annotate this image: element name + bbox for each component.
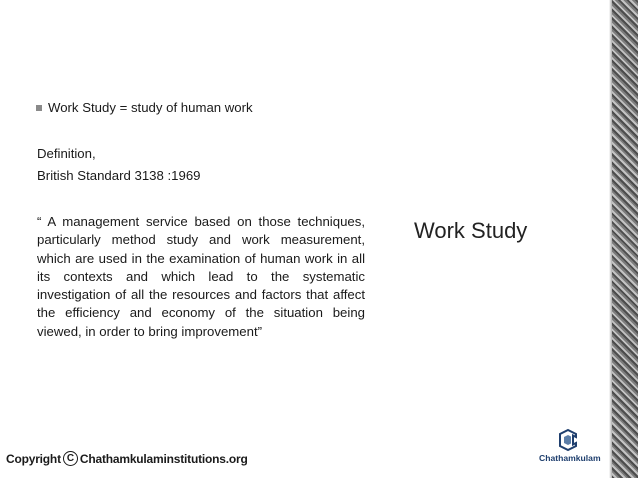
textured-edge (612, 0, 638, 478)
copyright-icon: C (63, 451, 78, 466)
definition-label: Definition, (37, 146, 96, 161)
definition-quote: “ A management service based on those techniques, particularly method study and work measurement, which are used in the examination of human work in all its contexts and which lead to the systematic investigation of all the resources and factors that affect the efficiency and economy of the situation being viewed, in order to bring improvement” (37, 214, 365, 339)
slide-title: Work Study (414, 218, 528, 243)
chathamkulam-logo (539, 428, 601, 463)
institution-url: Chathamkulaminstitutions.org (79, 451, 248, 466)
copyright-word: Copyright (6, 451, 61, 466)
bullet-point (36, 100, 253, 115)
standard-reference: British Standard 3138 :1969 (37, 168, 201, 183)
chathamkulam-logo-icon (557, 428, 579, 452)
logo-name: Chathamkulam (539, 453, 601, 463)
copyright-footer (6, 451, 248, 466)
square-bullet-icon (36, 105, 42, 111)
bullet-text: Work Study = study of human work (48, 100, 253, 115)
